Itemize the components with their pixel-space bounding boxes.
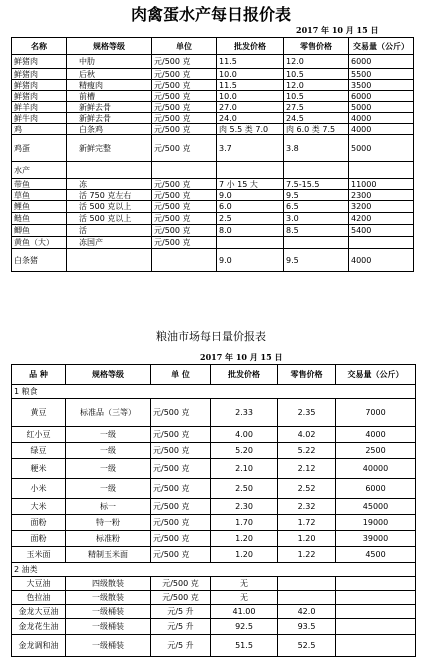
table-cell: 面粉 xyxy=(12,515,66,531)
column-header: 交易量（公斤） xyxy=(349,38,414,55)
column-header: 零售价格 xyxy=(278,365,336,385)
table-cell: 52.5 xyxy=(278,635,336,657)
table-cell: 3.7 xyxy=(217,135,284,162)
table-cell: 黄鱼（大） xyxy=(12,237,67,249)
column-header: 规格等级 xyxy=(66,365,151,385)
table-row xyxy=(12,385,416,399)
table-cell: 活 500 克以上 xyxy=(67,213,152,225)
table-cell: 2.33 xyxy=(211,399,278,427)
table-cell: 元/500 克 xyxy=(152,213,217,225)
table-row xyxy=(12,162,414,179)
table-cell: 24.5 xyxy=(284,113,349,124)
table-cell: 鸡 xyxy=(12,124,67,135)
table-cell: 7 小 15 大 xyxy=(217,179,284,190)
table-cell: 5.22 xyxy=(278,443,336,459)
table-cell: 元/500 克 xyxy=(152,91,217,102)
column-header: 单位 xyxy=(152,38,217,55)
table-cell: 27.0 xyxy=(217,102,284,113)
table-row xyxy=(12,201,414,213)
table-cell: 一级散装 xyxy=(66,591,151,605)
table-cell: 元/500 克 xyxy=(152,55,217,69)
table-cell: 3.8 xyxy=(284,135,349,162)
table-cell: 金龙调和油 xyxy=(12,635,66,657)
table-row xyxy=(12,38,414,55)
table-cell: 一级 xyxy=(66,459,151,479)
table-cell: 1.72 xyxy=(278,515,336,531)
table-cell: 鲜羊肉 xyxy=(12,102,67,113)
table-cell xyxy=(336,605,416,619)
table-cell: 10.0 xyxy=(217,69,284,80)
table-cell xyxy=(278,591,336,605)
table-cell xyxy=(349,162,414,179)
table-cell: 冻国产 xyxy=(67,237,152,249)
table-cell: 1.70 xyxy=(211,515,278,531)
table-cell: 元/500 克 xyxy=(152,237,217,249)
table-cell: 2.32 xyxy=(278,499,336,515)
table-cell: 冻 xyxy=(67,179,152,190)
table-cell: 肉 6.0 类 7.5 xyxy=(284,124,349,135)
table-cell: 42.0 xyxy=(278,605,336,619)
table-row xyxy=(12,55,414,69)
table-row xyxy=(12,124,414,135)
table-cell: 2500 xyxy=(336,443,416,459)
table-cell: 元/500 克 xyxy=(152,102,217,113)
table-cell: 标一 xyxy=(66,499,151,515)
table-cell: 精制玉米面 xyxy=(66,547,151,563)
table-cell xyxy=(217,237,284,249)
grain-oil-price-table xyxy=(11,364,416,657)
table-row xyxy=(12,499,416,515)
table-cell: 4500 xyxy=(336,547,416,563)
column-header: 名称 xyxy=(12,38,67,55)
table-cell: 1.20 xyxy=(211,531,278,547)
table-cell xyxy=(217,162,284,179)
table-cell: 45000 xyxy=(336,499,416,515)
table-cell: 2.10 xyxy=(211,459,278,479)
table-row xyxy=(12,515,416,531)
meat-table-title: 肉禽蛋水产每日报价表 xyxy=(130,5,291,24)
section-label: 2 油类 xyxy=(12,563,416,577)
table-cell xyxy=(336,619,416,635)
table-cell: 2.30 xyxy=(211,499,278,515)
table-cell: 1.20 xyxy=(278,531,336,547)
table-cell: 6000 xyxy=(349,55,414,69)
table-cell: 大豆油 xyxy=(12,577,66,591)
table-cell: 元/500 克 xyxy=(152,80,217,91)
table-row xyxy=(12,113,414,124)
table-cell: 9.0 xyxy=(217,249,284,272)
table-row xyxy=(12,190,414,201)
table-cell: 2.12 xyxy=(278,459,336,479)
table-cell: 92.5 xyxy=(211,619,278,635)
table-cell: 9.0 xyxy=(217,190,284,201)
table-cell: 金龙花生油 xyxy=(12,619,66,635)
table-cell: 11.5 xyxy=(217,55,284,69)
table-cell: 元/500 克 xyxy=(151,547,211,563)
table-row xyxy=(12,91,414,102)
table-cell: 小米 xyxy=(12,479,66,499)
table-cell: 面粉 xyxy=(12,531,66,547)
table-cell: 19000 xyxy=(336,515,416,531)
table-cell: 9.5 xyxy=(284,249,349,272)
table-cell: 3500 xyxy=(349,80,414,91)
table-cell: 10.5 xyxy=(284,69,349,80)
table-cell: 7.5-15.5 xyxy=(284,179,349,190)
table-cell: 12.0 xyxy=(284,55,349,69)
table-cell: 中肋 xyxy=(67,55,152,69)
table-cell: 2.35 xyxy=(278,399,336,427)
table-cell: 11000 xyxy=(349,179,414,190)
table-cell: 元/500 克 xyxy=(151,443,211,459)
table-row xyxy=(12,619,416,635)
table-cell: 元/5 升 xyxy=(151,605,211,619)
table-cell: 一级 xyxy=(66,443,151,459)
table-cell: 一级桶装 xyxy=(66,619,151,635)
table-cell: 41.00 xyxy=(211,605,278,619)
table-row xyxy=(12,249,414,272)
table-cell: 元/500 克 xyxy=(151,515,211,531)
table-cell xyxy=(284,162,349,179)
table-cell: 元/500 克 xyxy=(152,135,217,162)
table-cell: 元/500 克 xyxy=(152,201,217,213)
table-cell: 新鲜去骨 xyxy=(67,113,152,124)
table-cell: 6000 xyxy=(349,91,414,102)
table-row xyxy=(12,135,414,162)
table-cell: 2300 xyxy=(349,190,414,201)
table-cell: 12.0 xyxy=(284,80,349,91)
table-cell: 鲜猪肉 xyxy=(12,80,67,91)
table-cell: 鲫鱼 xyxy=(12,225,67,237)
column-header: 规格等级 xyxy=(67,38,152,55)
table-cell: 新鲜去骨 xyxy=(67,102,152,113)
table-cell: 鸡蛋 xyxy=(12,135,67,162)
table-cell: 元/5 升 xyxy=(151,635,211,657)
table-cell: 7000 xyxy=(336,399,416,427)
table-cell: 24.0 xyxy=(217,113,284,124)
table-row xyxy=(12,399,416,427)
meat-table-date: 2017 年 10 月 15 日 xyxy=(296,25,379,35)
table-cell: 肉 5.5 类 7.0 xyxy=(217,124,284,135)
table-cell: 玉米面 xyxy=(12,547,66,563)
table-cell: 金龙大豆油 xyxy=(12,605,66,619)
table-cell: 元/500 克 xyxy=(151,459,211,479)
table-row xyxy=(12,69,414,80)
table-cell: 白条鸡 xyxy=(67,124,152,135)
table-cell: 无 xyxy=(211,577,278,591)
table-cell xyxy=(152,162,217,179)
table-cell: 精瘦肉 xyxy=(67,80,152,91)
table-cell: 5.20 xyxy=(211,443,278,459)
table-cell: 4.00 xyxy=(211,427,278,443)
table-cell: 3.0 xyxy=(284,213,349,225)
table-cell: 10.5 xyxy=(284,91,349,102)
column-header: 单 位 xyxy=(151,365,211,385)
table-cell: 9.5 xyxy=(284,190,349,201)
table-row xyxy=(12,225,414,237)
table-cell: 1.22 xyxy=(278,547,336,563)
table-cell: 草鱼 xyxy=(12,190,67,201)
table-cell: 粳米 xyxy=(12,459,66,479)
table-cell: 标准品（三等） xyxy=(66,399,151,427)
table-cell: 元/500 克 xyxy=(152,113,217,124)
table-row xyxy=(12,213,414,225)
table-cell: 四级散装 xyxy=(66,577,151,591)
table-cell: 元/500 克 xyxy=(152,124,217,135)
table-cell: 元/500 克 xyxy=(151,577,211,591)
table-cell: 2.5 xyxy=(217,213,284,225)
table-cell: 5500 xyxy=(349,69,414,80)
table-row xyxy=(12,102,414,113)
table-cell: 8.5 xyxy=(284,225,349,237)
table-cell: 活 xyxy=(67,225,152,237)
column-header: 批发价格 xyxy=(217,38,284,55)
table-cell: 带鱼 xyxy=(12,179,67,190)
table-cell: 4000 xyxy=(349,124,414,135)
table-cell: 8.0 xyxy=(217,225,284,237)
table-cell: 元/5 升 xyxy=(151,619,211,635)
table-cell: 11.5 xyxy=(217,80,284,91)
table-row xyxy=(12,459,416,479)
table-cell: 鲜猪肉 xyxy=(12,69,67,80)
table-cell: 一级 xyxy=(66,427,151,443)
table-cell: 元/500 克 xyxy=(151,479,211,499)
meat-price-table xyxy=(11,37,414,272)
table-cell: 6.0 xyxy=(217,201,284,213)
table-cell: 元/500 克 xyxy=(152,190,217,201)
table-cell: 鲜猪肉 xyxy=(12,55,67,69)
table-cell: 4.02 xyxy=(278,427,336,443)
table-cell: 6000 xyxy=(336,479,416,499)
table-cell: 4200 xyxy=(349,213,414,225)
table-cell: 新鲜完整 xyxy=(67,135,152,162)
table-cell xyxy=(278,577,336,591)
table-row xyxy=(12,531,416,547)
table-cell: 大米 xyxy=(12,499,66,515)
column-header: 品 种 xyxy=(12,365,66,385)
table-cell: 元/500 克 xyxy=(151,531,211,547)
table-row xyxy=(12,547,416,563)
table-cell: 2.50 xyxy=(211,479,278,499)
table-cell: 黄豆 xyxy=(12,399,66,427)
table-row xyxy=(12,479,416,499)
table-row xyxy=(12,591,416,605)
column-header: 交易量（公斤） xyxy=(336,365,416,385)
table-cell: 93.5 xyxy=(278,619,336,635)
table-row xyxy=(12,605,416,619)
column-header: 零售价格 xyxy=(284,38,349,55)
table-cell: 活 500 克以上 xyxy=(67,201,152,213)
table-cell xyxy=(67,249,152,272)
table-cell: 2.52 xyxy=(278,479,336,499)
table-cell: 5000 xyxy=(349,102,414,113)
table-cell: 一级桶装 xyxy=(66,605,151,619)
table-cell: 1.20 xyxy=(211,547,278,563)
table-cell xyxy=(336,577,416,591)
table-cell: 元/500 克 xyxy=(151,499,211,515)
table-cell xyxy=(336,635,416,657)
table-cell xyxy=(349,237,414,249)
table-cell xyxy=(284,237,349,249)
table-cell: 无 xyxy=(211,591,278,605)
table-cell: 色拉油 xyxy=(12,591,66,605)
table-row xyxy=(12,80,414,91)
table-cell: 鲜猪肉 xyxy=(12,91,67,102)
table-row xyxy=(12,427,416,443)
table-cell: 6.5 xyxy=(284,201,349,213)
table-cell: 4000 xyxy=(349,113,414,124)
table-cell: 51.5 xyxy=(211,635,278,657)
table-cell: 3200 xyxy=(349,201,414,213)
table-cell: 10.0 xyxy=(217,91,284,102)
grain-table-title: 粮油市场每日量价报表 xyxy=(156,330,266,343)
table-cell: 元/500 克 xyxy=(152,179,217,190)
column-header: 批发价格 xyxy=(211,365,278,385)
grain-table-date: 2017 年 10 月 15 日 xyxy=(200,352,283,362)
table-row xyxy=(12,635,416,657)
table-row xyxy=(12,237,414,249)
table-cell: 鲢鱼 xyxy=(12,213,67,225)
table-cell: 前槽 xyxy=(67,91,152,102)
table-cell: 5400 xyxy=(349,225,414,237)
table-cell: 一级 xyxy=(66,479,151,499)
table-cell xyxy=(67,162,152,179)
table-cell: 特一粉 xyxy=(66,515,151,531)
table-cell xyxy=(336,591,416,605)
table-cell: 元/500 克 xyxy=(151,427,211,443)
table-row xyxy=(12,577,416,591)
table-cell: 红小豆 xyxy=(12,427,66,443)
table-cell: 一级桶装 xyxy=(66,635,151,657)
table-row xyxy=(12,365,416,385)
table-cell: 39000 xyxy=(336,531,416,547)
table-cell: 标准粉 xyxy=(66,531,151,547)
table-cell: 4000 xyxy=(349,249,414,272)
table-cell: 水产 xyxy=(12,162,67,179)
table-cell: 白条猪 xyxy=(12,249,67,272)
table-cell: 元/500 克 xyxy=(151,591,211,605)
table-cell xyxy=(152,249,217,272)
table-cell: 27.5 xyxy=(284,102,349,113)
table-cell: 元/500 克 xyxy=(151,399,211,427)
table-cell: 元/500 克 xyxy=(152,69,217,80)
table-cell: 40000 xyxy=(336,459,416,479)
table-row xyxy=(12,563,416,577)
table-cell: 绿豆 xyxy=(12,443,66,459)
table-row xyxy=(12,179,414,190)
section-label: 1 粮食 xyxy=(12,385,416,399)
table-cell: 后秋 xyxy=(67,69,152,80)
table-cell: 活 750 克左右 xyxy=(67,190,152,201)
table-cell: 鲤鱼 xyxy=(12,201,67,213)
table-cell: 鲜牛肉 xyxy=(12,113,67,124)
table-row xyxy=(12,443,416,459)
table-cell: 5000 xyxy=(349,135,414,162)
table-cell: 4000 xyxy=(336,427,416,443)
table-cell: 元/500 克 xyxy=(152,225,217,237)
